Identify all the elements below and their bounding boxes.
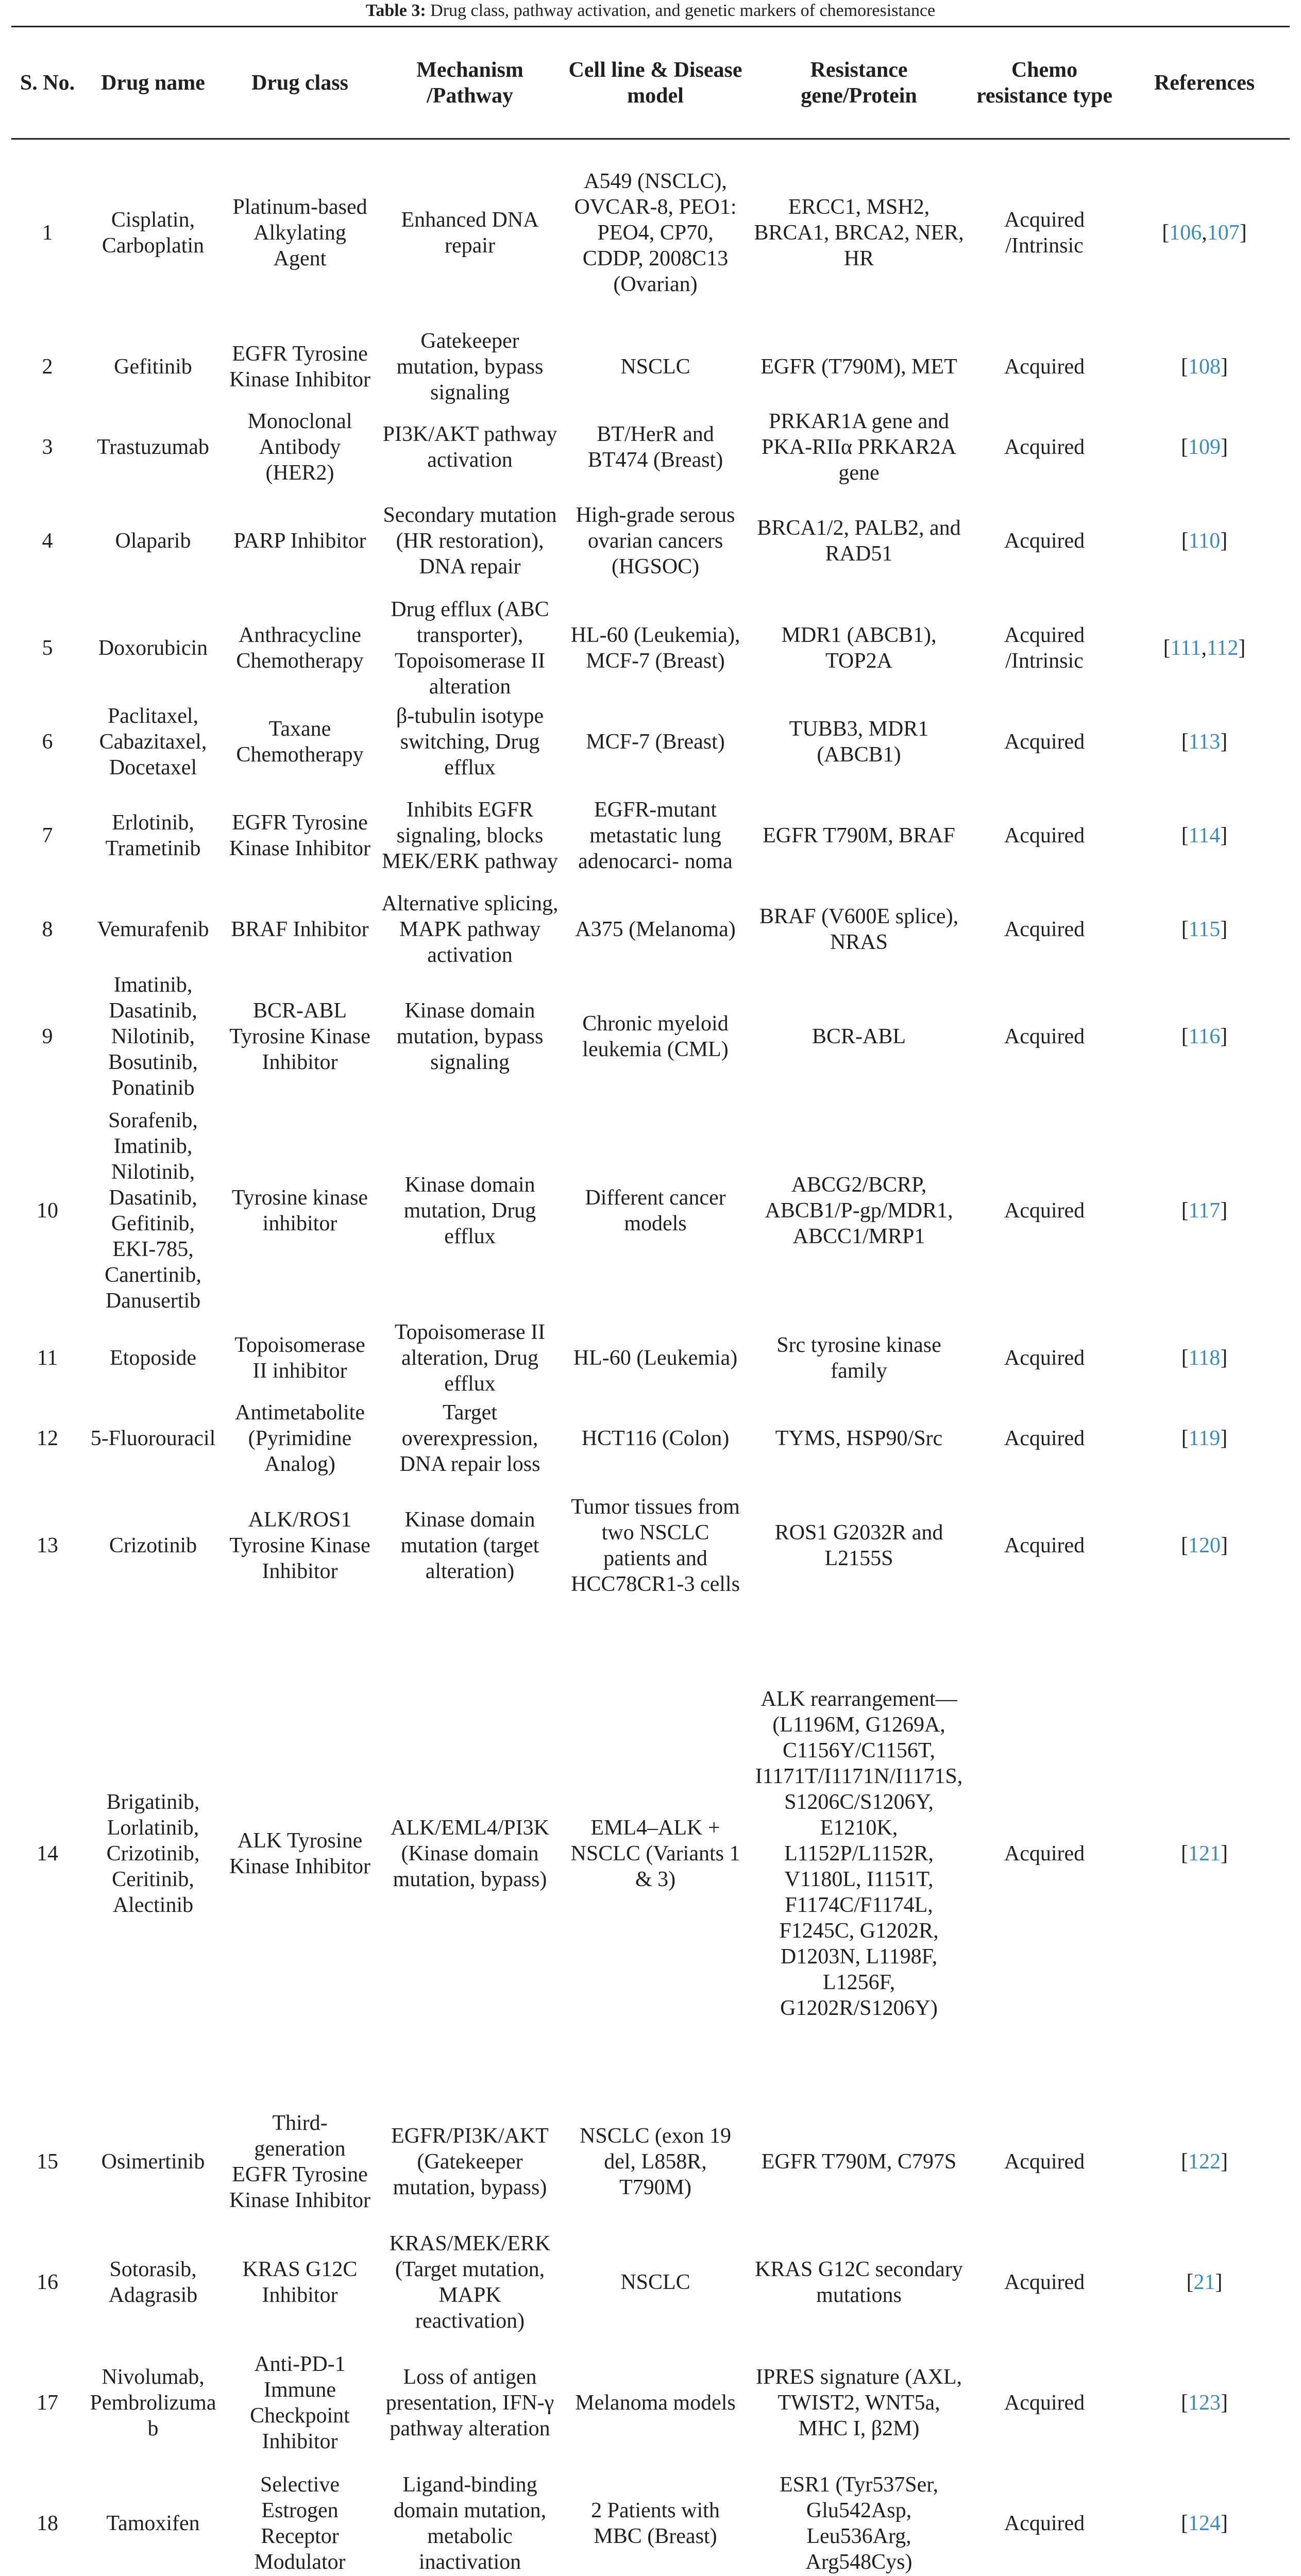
table-row [11,1104,1290,1318]
header-resistance-gene: Resistance gene/Protein [748,27,970,139]
reference-link[interactable]: 124 [1188,2511,1221,2535]
cell-sno: 1 [42,221,53,245]
cell-references [1119,970,1290,1104]
ref-bracket-open: [ [1181,1841,1188,1866]
cell-drug-class: Anthracycline Chemotherapy [236,623,364,673]
reference-link[interactable]: 107 [1207,221,1240,245]
cell-drug-name: Erlotinib, Trametinib [105,810,201,860]
table-row [11,970,1290,1104]
ref-bracket-close: ] [1220,1426,1228,1450]
table-row [11,1398,1290,1479]
ref-bracket-open: [ [1181,1533,1188,1557]
ref-bracket-open: [ [1181,730,1189,754]
cell-sno: 12 [37,1426,58,1450]
cell-resistance-type: Acquired [1004,823,1085,848]
cell-drug-name: Paclitaxel, Cabazitaxel, Docetaxel [99,704,207,779]
cell-cell-line: EML4–ALK + NSCLC (Variants 1 & 3) [570,1816,740,1891]
cell-cell-line: Chronic myeloid leukemia (CML) [582,1011,729,1061]
cell-sno: 7 [42,823,53,848]
ref-bracket-close: ] [1220,730,1228,754]
cell-mechanism: Secondary mutation (HR restoration), DNA repair [383,503,557,579]
cell-drug-name: Vemurafenib [97,917,209,941]
reference-link[interactable]: 106 [1169,221,1202,245]
cell-resistance-type: Acquired /Intrinsic [1004,623,1085,673]
cell-mechanism: Loss of antigen presentation, IFN-γ pathway alteration [385,2365,554,2441]
cell-drug-name: Trastuzumab [97,435,209,459]
cell-mechanism: PI3K/AKT pathway activation [382,422,557,472]
ref-bracket-close: ] [1215,2270,1223,2294]
ref-bracket-open: [ [1181,2391,1188,2415]
cell-resistance-type: Acquired [1004,354,1085,379]
cell-cell-line: A375 (Melanoma) [575,917,736,941]
cell-references [1119,889,1290,970]
cell-drug-name: Tamoxifen [106,2511,200,2535]
cell-cell-line: Melanoma models [575,2391,736,2415]
ref-bracket-close: ] [1221,2391,1228,2415]
cell-resistance-gene: BRAF (V600E splice), NRAS [759,904,959,954]
cell-resistance-gene: TUBB3, MDR1 (ABCB1) [789,717,929,767]
cell-resistance-gene: ROS1 G2032R and L2155S [774,1520,943,1570]
ref-bracket-close: ] [1221,354,1228,379]
cell-references [1119,1479,1290,1613]
cell-drug-class: PARP Inhibitor [233,529,366,553]
cell-mechanism: Enhanced DNA repair [401,208,539,258]
cell-cell-line: NSCLC (exon 19 del, L858R, T790M) [580,2124,731,2199]
table-row [11,1613,1290,2095]
cell-cell-line: BT/HerR and BT474 (Breast) [587,422,723,472]
cell-sno: 5 [42,636,53,660]
ref-bracket-open: [ [1181,529,1189,553]
ref-bracket-open: [ [1181,354,1188,379]
ref-bracket-open: [ [1181,2511,1188,2535]
table-header-row [11,27,1290,139]
cell-resistance-gene: MDR1 (ABCB1), TOP2A [781,623,937,673]
ref-separator: , [1201,636,1207,660]
cell-references [1119,487,1290,595]
cell-resistance-gene: KRAS G12C secondary mutations [755,2257,963,2307]
cell-resistance-gene: ALK rearrangement—(L1196M, G1269A, C1156Y/C1156T, I1171T/I1171N/I1171S, S1206C/S1206Y, E1210K, L1152P/L1152R, V1180L, I1151T, F1174C/F1174L, F1245C, G1202R, D1203N, L1198F, L1256F, G1202R/S1206Y) [755,1687,963,2020]
cell-drug-class: BRAF Inhibitor [231,917,369,941]
cell-drug-name: Sotorasib, Adagrasib [108,2257,198,2307]
cell-cell-line: NSCLC [620,2270,690,2294]
cell-resistance-type: Acquired [1004,529,1085,553]
cell-resistance-gene: EGFR (T790M), MET [761,354,957,379]
cell-references [1119,702,1290,782]
cell-drug-class: Selective Estrogen Receptor Modulator [254,2472,346,2574]
cell-sno: 18 [37,2511,58,2535]
cell-mechanism: Inhibits EGFR signaling, blocks MEK/ERK pathway [382,798,558,873]
cell-cell-line: 2 Patients with MBC (Breast) [591,2498,720,2548]
cell-mechanism: β-tubulin isotype switching, Drug efflux [396,704,544,779]
cell-references [1119,1104,1290,1318]
cell-resistance-type: Acquired [1004,1841,1085,1866]
table-row [11,2470,1290,2576]
cell-drug-name: Nivolumab, Pembrolizumab [90,2365,216,2441]
cell-mechanism: Kinase domain mutation, Drug efflux [403,1173,536,1248]
reference-link[interactable]: 109 [1188,435,1221,459]
table-row [11,782,1290,889]
ref-bracket-open: [ [1181,1426,1189,1450]
header-mechanism: Mechanism /Pathway [377,27,563,139]
cell-resistance-gene: Src tyrosine kinase family [776,1333,941,1383]
cell-cell-line: EGFR-mutant metastatic lung adenocarci- noma [578,798,733,873]
cell-mechanism: Target overexpression, DNA repair loss [399,1400,540,1476]
cell-drug-class: Tyrosine kinase inhibitor [231,1185,368,1235]
cell-mechanism: Kinase domain mutation (target alteration) [400,1507,539,1583]
cell-resistance-type: Acquired [1004,1533,1085,1557]
ref-bracket-close: ] [1220,529,1228,553]
cell-references [1119,1613,1290,2095]
cell-resistance-type: Acquired /Intrinsic [1004,208,1085,258]
ref-bracket-open: [ [1186,2270,1194,2294]
reference-link[interactable]: 114 [1188,823,1221,848]
reference-link[interactable]: 120 [1188,1533,1221,1557]
cell-references [1119,139,1290,327]
cell-drug-class: Monoclonal Antibody (HER2) [247,409,352,485]
cell-sno: 3 [42,435,53,459]
cell-resistance-gene: EGFR T790M, C797S [761,2149,957,2174]
cell-drug-name: Crizotinib [109,1533,197,1557]
cell-resistance-type: Acquired [1004,1198,1085,1223]
reference-link[interactable]: 117 [1188,1198,1221,1223]
ref-bracket-close: ] [1238,636,1246,660]
header-drug-name: Drug name [83,27,223,139]
cell-resistance-type: Acquired [1004,2511,1085,2535]
ref-bracket-open: [ [1181,1024,1189,1048]
cell-sno: 14 [37,1841,58,1866]
cell-mechanism: ALK/EML4/PI3K (Kinase domain mutation, bypass) [391,1816,549,1891]
reference-link[interactable]: 110 [1188,529,1221,553]
cell-drug-name: Brigatinib, Lorlatinib, Crizotinib, Ceritinib, Alectinib [106,1790,200,1917]
cell-drug-class: KRAS G12C Inhibitor [242,2257,358,2307]
reference-link[interactable]: 119 [1188,1426,1221,1450]
ref-bracket-open: [ [1181,1346,1189,1370]
reference-link[interactable]: 112 [1206,636,1239,660]
cell-cell-line: Different cancer models [585,1185,726,1235]
header-references: References [1119,27,1290,139]
reference-link[interactable]: 118 [1188,1346,1221,1370]
cell-resistance-type: Acquired [1004,730,1085,754]
cell-drug-name: Sorafenib, Imatinib, Nilotinib, Dasatinib, Gefitinib, EKI-785, Canertinib, Danusertib [105,1108,201,1313]
cell-mechanism: Gatekeeper mutation, bypass signaling [396,329,544,404]
ref-bracket-close: ] [1220,1198,1228,1223]
cell-drug-class: ALK/ROS1 Tyrosine Kinase Inhibitor [229,1507,370,1583]
cell-sno: 9 [42,1024,53,1048]
cell-sno: 10 [37,1198,58,1223]
reference-link[interactable]: 116 [1188,1024,1221,1048]
table-caption-text: Drug class, pathway activation, and genetic markers of chemoresistance [430,1,936,20]
cell-resistance-gene: TYMS, HSP90/Src [775,1426,943,1450]
ref-bracket-open: [ [1162,221,1170,245]
ref-bracket-close: ] [1239,221,1247,245]
cell-resistance-type: Acquired [1004,1346,1085,1370]
cell-drug-name: Gefitinib [114,354,192,379]
header-cell-line: Cell line & Disease model [563,27,748,139]
ref-bracket-open: [ [1181,1198,1189,1223]
table-caption [0,0,1301,22]
reference-link[interactable]: 123 [1188,2391,1221,2415]
cell-drug-name: Olaparib [115,529,191,553]
cell-references [1119,2095,1290,2229]
ref-bracket-close: ] [1221,2511,1228,2535]
cell-mechanism: Kinase domain mutation, bypass signaling [396,998,544,1074]
cell-references [1119,595,1290,702]
cell-mechanism: Drug efflux (ABC transporter), Topoisomerase II alteration [391,597,549,699]
ref-bracket-open: [ [1181,917,1189,941]
cell-sno: 6 [42,730,53,754]
cell-sno: 11 [37,1346,58,1370]
cell-references [1119,782,1290,889]
cell-drug-name: Etoposide [110,1346,196,1370]
table-row [11,2336,1290,2470]
ref-bracket-close: ] [1220,917,1228,941]
cell-cell-line: HCT116 (Colon) [581,1426,730,1450]
cell-cell-line: HL-60 (Leukemia), MCF-7 (Breast) [570,623,740,673]
cell-drug-class: Taxane Chemotherapy [236,717,364,767]
reference-link[interactable]: 121 [1188,1841,1221,1866]
cell-resistance-type: Acquired [1004,2391,1085,2415]
cell-drug-class: Topoisomerase II inhibitor [234,1333,365,1383]
cell-drug-name: Osimertinib [101,2149,205,2174]
reference-link[interactable]: 21 [1193,2270,1215,2294]
cell-resistance-gene: EGFR T790M, BRAF [763,823,955,848]
ref-bracket-open: [ [1181,435,1188,459]
table-row [11,487,1290,595]
cell-sno: 4 [42,529,53,553]
cell-sno: 17 [37,2391,58,2415]
cell-cell-line: High-grade serous ovarian cancers (HGSOC) [576,503,735,579]
cell-resistance-gene: ERCC1, MSH2, BRCA1, BRCA2, NER, HR [754,195,964,271]
table-row [11,2095,1290,2229]
header-resistance-type: Chemo resistance type [970,27,1119,139]
cell-drug-class: BCR-ABL Tyrosine Kinase Inhibitor [229,998,370,1074]
reference-link[interactable]: 115 [1188,917,1221,941]
reference-link[interactable]: 108 [1188,354,1221,379]
cell-cell-line: A549 (NSCLC), OVCAR-8, PEO1: PEO4, CP70, CDDP, 2008C13 (Ovarian) [574,170,737,297]
cell-resistance-gene: IPRES signature (AXL, TWIST2, WNT5a, MHC I, β2M) [755,2365,962,2441]
cell-cell-line: Tumor tissues from two NSCLC patients and HCC78CR1-3 cells [571,1495,740,1596]
header-drug-class: Drug class [223,27,377,139]
table-row [11,595,1290,702]
cell-cell-line: NSCLC [620,354,690,379]
cell-references [1119,2470,1290,2576]
cell-resistance-type: Acquired [1004,435,1085,459]
cell-drug-class: Antimetabolite (Pyrimidine Analog) [235,1400,365,1476]
cell-mechanism: KRAS/MEK/ERK (Target mutation, MAPK reactivation) [389,2231,551,2333]
cell-drug-name: Cisplatin, Carboplatin [102,208,205,258]
cell-resistance-gene: ABCG2/BCRP, ABCB1/P-gp/MDR1, ABCC1/MRP1 [765,1173,953,1248]
cell-resistance-gene: PRKAR1A gene and PKA-RIIα PRKAR2A gene [762,409,956,485]
cell-mechanism: Alternative splicing, MAPK pathway activation [381,891,559,967]
chemoresistance-table [11,26,1290,2576]
cell-drug-name: Doxorubicin [98,636,208,660]
cell-drug-class: Third-generation EGFR Tyrosine Kinase Inhibitor [229,2111,371,2212]
cell-references [1119,2229,1290,2336]
cell-resistance-gene: BCR-ABL [812,1024,906,1048]
table-row [11,139,1290,327]
cell-references [1119,2336,1290,2470]
cell-sno: 13 [37,1533,58,1557]
cell-references [1119,407,1290,487]
cell-resistance-type: Acquired [1004,2270,1085,2294]
ref-bracket-close: ] [1220,1024,1228,1048]
cell-resistance-type: Acquired [1004,917,1085,941]
cell-drug-name: Imatinib, Dasatinib, Nilotinib, Bosutinib, Ponatinib [108,973,198,1100]
cell-resistance-gene: BRCA1/2, PALB2, and RAD51 [757,516,961,566]
cell-mechanism: EGFR/PI3K/AKT (Gatekeeper mutation, bypass) [391,2124,549,2199]
table-row [11,327,1290,407]
ref-bracket-close: ] [1221,2149,1228,2174]
cell-resistance-type: Acquired [1004,1426,1085,1450]
table-row [11,1318,1290,1398]
cell-drug-name: 5-Fluorouracil [90,1426,216,1450]
ref-bracket-close: ] [1220,823,1228,848]
reference-link[interactable]: 111 [1170,636,1202,660]
cell-resistance-type: Acquired [1004,2149,1085,2174]
cell-references [1119,1318,1290,1398]
cell-drug-class: ALK Tyrosine Kinase Inhibitor [229,1828,371,1878]
table-row [11,2229,1290,2336]
ref-bracket-close: ] [1221,1841,1228,1866]
cell-sno: 15 [37,2149,58,2174]
table-row [11,407,1290,487]
cell-references [1119,327,1290,407]
cell-mechanism: Ligand-binding domain mutation, metabolic inactivation [393,2472,547,2574]
cell-cell-line: HL-60 (Leukemia) [573,1346,738,1370]
ref-bracket-open: [ [1181,2149,1188,2174]
cell-sno: 16 [37,2270,58,2294]
table-row [11,889,1290,970]
cell-sno: 8 [42,917,53,941]
cell-resistance-gene: ESR1 (Tyr537Ser, Glu542Asp, Leu536Arg, Arg548Cys) [779,2472,939,2574]
cell-cell-line: MCF-7 (Breast) [586,730,725,754]
reference-link[interactable]: 122 [1188,2149,1221,2174]
reference-link[interactable]: 113 [1188,730,1221,754]
cell-drug-class: Platinum-based Alkylating Agent [232,195,367,271]
cell-drug-class: Anti-PD-1 Immune Checkpoint Inhibitor [250,2352,350,2453]
ref-bracket-open: [ [1163,636,1171,660]
ref-bracket-close: ] [1221,435,1228,459]
ref-separator: , [1202,221,1207,245]
table-caption-label: Table 3: [365,1,426,20]
table-row [11,702,1290,782]
cell-drug-class: EGFR Tyrosine Kinase Inhibitor [229,810,371,860]
ref-bracket-close: ] [1221,1533,1228,1557]
table-row [11,1479,1290,1613]
cell-sno: 2 [42,354,53,379]
cell-mechanism: Topoisomerase II alteration, Drug efflux [394,1320,546,1396]
cell-references [1119,1398,1290,1479]
ref-bracket-close: ] [1220,1346,1228,1370]
ref-bracket-open: [ [1181,823,1189,848]
cell-drug-class: EGFR Tyrosine Kinase Inhibitor [229,342,371,392]
cell-resistance-type: Acquired [1004,1024,1085,1048]
header-sno: S. No. [11,27,83,139]
